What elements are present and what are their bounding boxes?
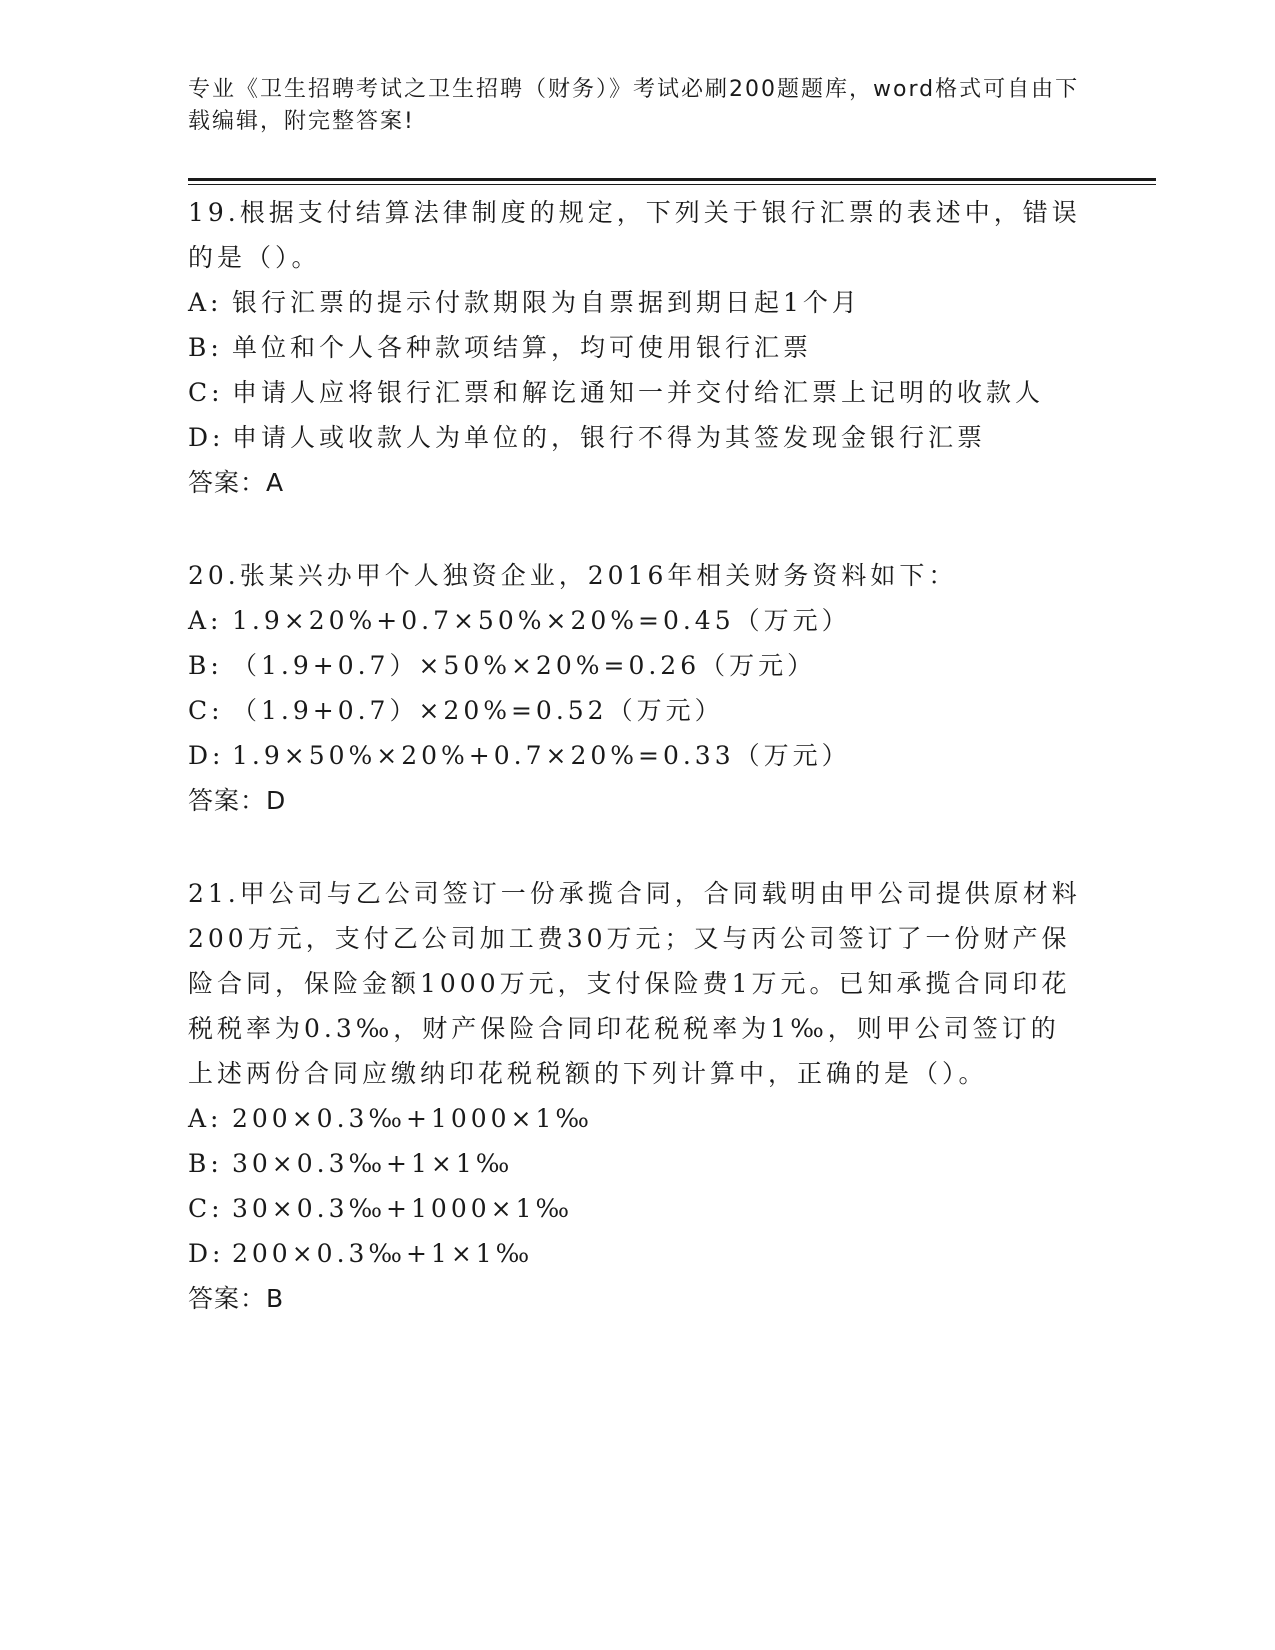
option-letter: A:	[188, 606, 223, 635]
option-text: 银行汇票的提示付款期限为自票据到期日起1个月	[232, 288, 861, 317]
question-stem: 19.根据支付结算法律制度的规定，下列关于银行汇票的表述中，错误的是（）。	[188, 198, 1081, 272]
option-text: 1.9×20%+0.7×50%×20%=0.45（万元）	[232, 606, 851, 635]
option-letter: D:	[188, 1239, 225, 1268]
question-list	[188, 190, 1088, 1369]
option-letter: D:	[188, 423, 225, 452]
answer-line: 答案：D	[188, 786, 287, 815]
question-20	[188, 553, 1088, 823]
answer-line: 答案：B	[188, 1284, 285, 1313]
option-b	[188, 643, 1088, 688]
question-21	[188, 871, 1088, 1321]
option-letter: B:	[188, 651, 223, 680]
option-text: 1.9×50%×20%+0.7×20%=0.33（万元）	[232, 741, 851, 770]
question-stem: 21.甲公司与乙公司签订一份承揽合同，合同载明由甲公司提供原材料200万元，支付乙公司加工费30万元；又与丙公司签订了一份财产保险合同，保险金额1000万元，支付保险费1万元。已知承揽合同印花税税率为0.3‰，财产保险合同印花税税率为1‰，则甲公司签订的上述两份合同应缴纳印花税税额的下列计算中，正确的是（）。	[188, 879, 1081, 1088]
option-text: 200×0.3‰+1000×1‰	[232, 1104, 593, 1133]
option-text: 200×0.3‰+1×1‰	[232, 1239, 534, 1268]
option-letter: A:	[188, 288, 223, 317]
option-letter: A:	[188, 1104, 223, 1133]
option-letter: C:	[188, 1194, 224, 1223]
option-b	[188, 1141, 1088, 1186]
option-letter: C:	[188, 696, 224, 725]
option-letter: D:	[188, 741, 225, 770]
option-text: 申请人应将银行汇票和解讫通知一并交付给汇票上记明的收款人	[232, 378, 1045, 407]
option-c	[188, 1186, 1088, 1231]
option-d	[188, 1231, 1088, 1276]
header-rule-thick	[188, 178, 1156, 181]
option-text: （1.9+0.7）×20%=0.52（万元）	[232, 696, 724, 725]
option-a	[188, 598, 1088, 643]
answer-line: 答案：A	[188, 468, 285, 497]
option-letter: C:	[188, 378, 224, 407]
option-a	[188, 280, 1088, 325]
option-d	[188, 415, 1088, 460]
option-text: 30×0.3‰+1×1‰	[232, 1149, 514, 1178]
question-19	[188, 190, 1088, 505]
option-a	[188, 1096, 1088, 1141]
document-header: 专业《卫生招聘考试之卫生招聘（财务）》考试必刷200题题库，word格式可自由下载编辑，附完整答案!	[188, 77, 1080, 134]
option-text: 单位和个人各种款项结算，均可使用银行汇票	[232, 333, 813, 362]
option-d	[188, 733, 1088, 778]
option-c	[188, 688, 1088, 733]
question-stem: 20.张某兴办甲个人独资企业，2016年相关财务资料如下：	[188, 561, 958, 590]
option-text: 申请人或收款人为单位的，银行不得为其签发现金银行汇票	[232, 423, 987, 452]
header-rule-thin	[188, 184, 1156, 185]
option-letter: B:	[188, 1149, 223, 1178]
option-text: 30×0.3‰+1000×1‰	[232, 1194, 574, 1223]
option-b	[188, 325, 1088, 370]
option-text: （1.9+0.7）×50%×20%=0.26（万元）	[232, 651, 817, 680]
option-c	[188, 370, 1088, 415]
option-letter: B:	[188, 333, 223, 362]
